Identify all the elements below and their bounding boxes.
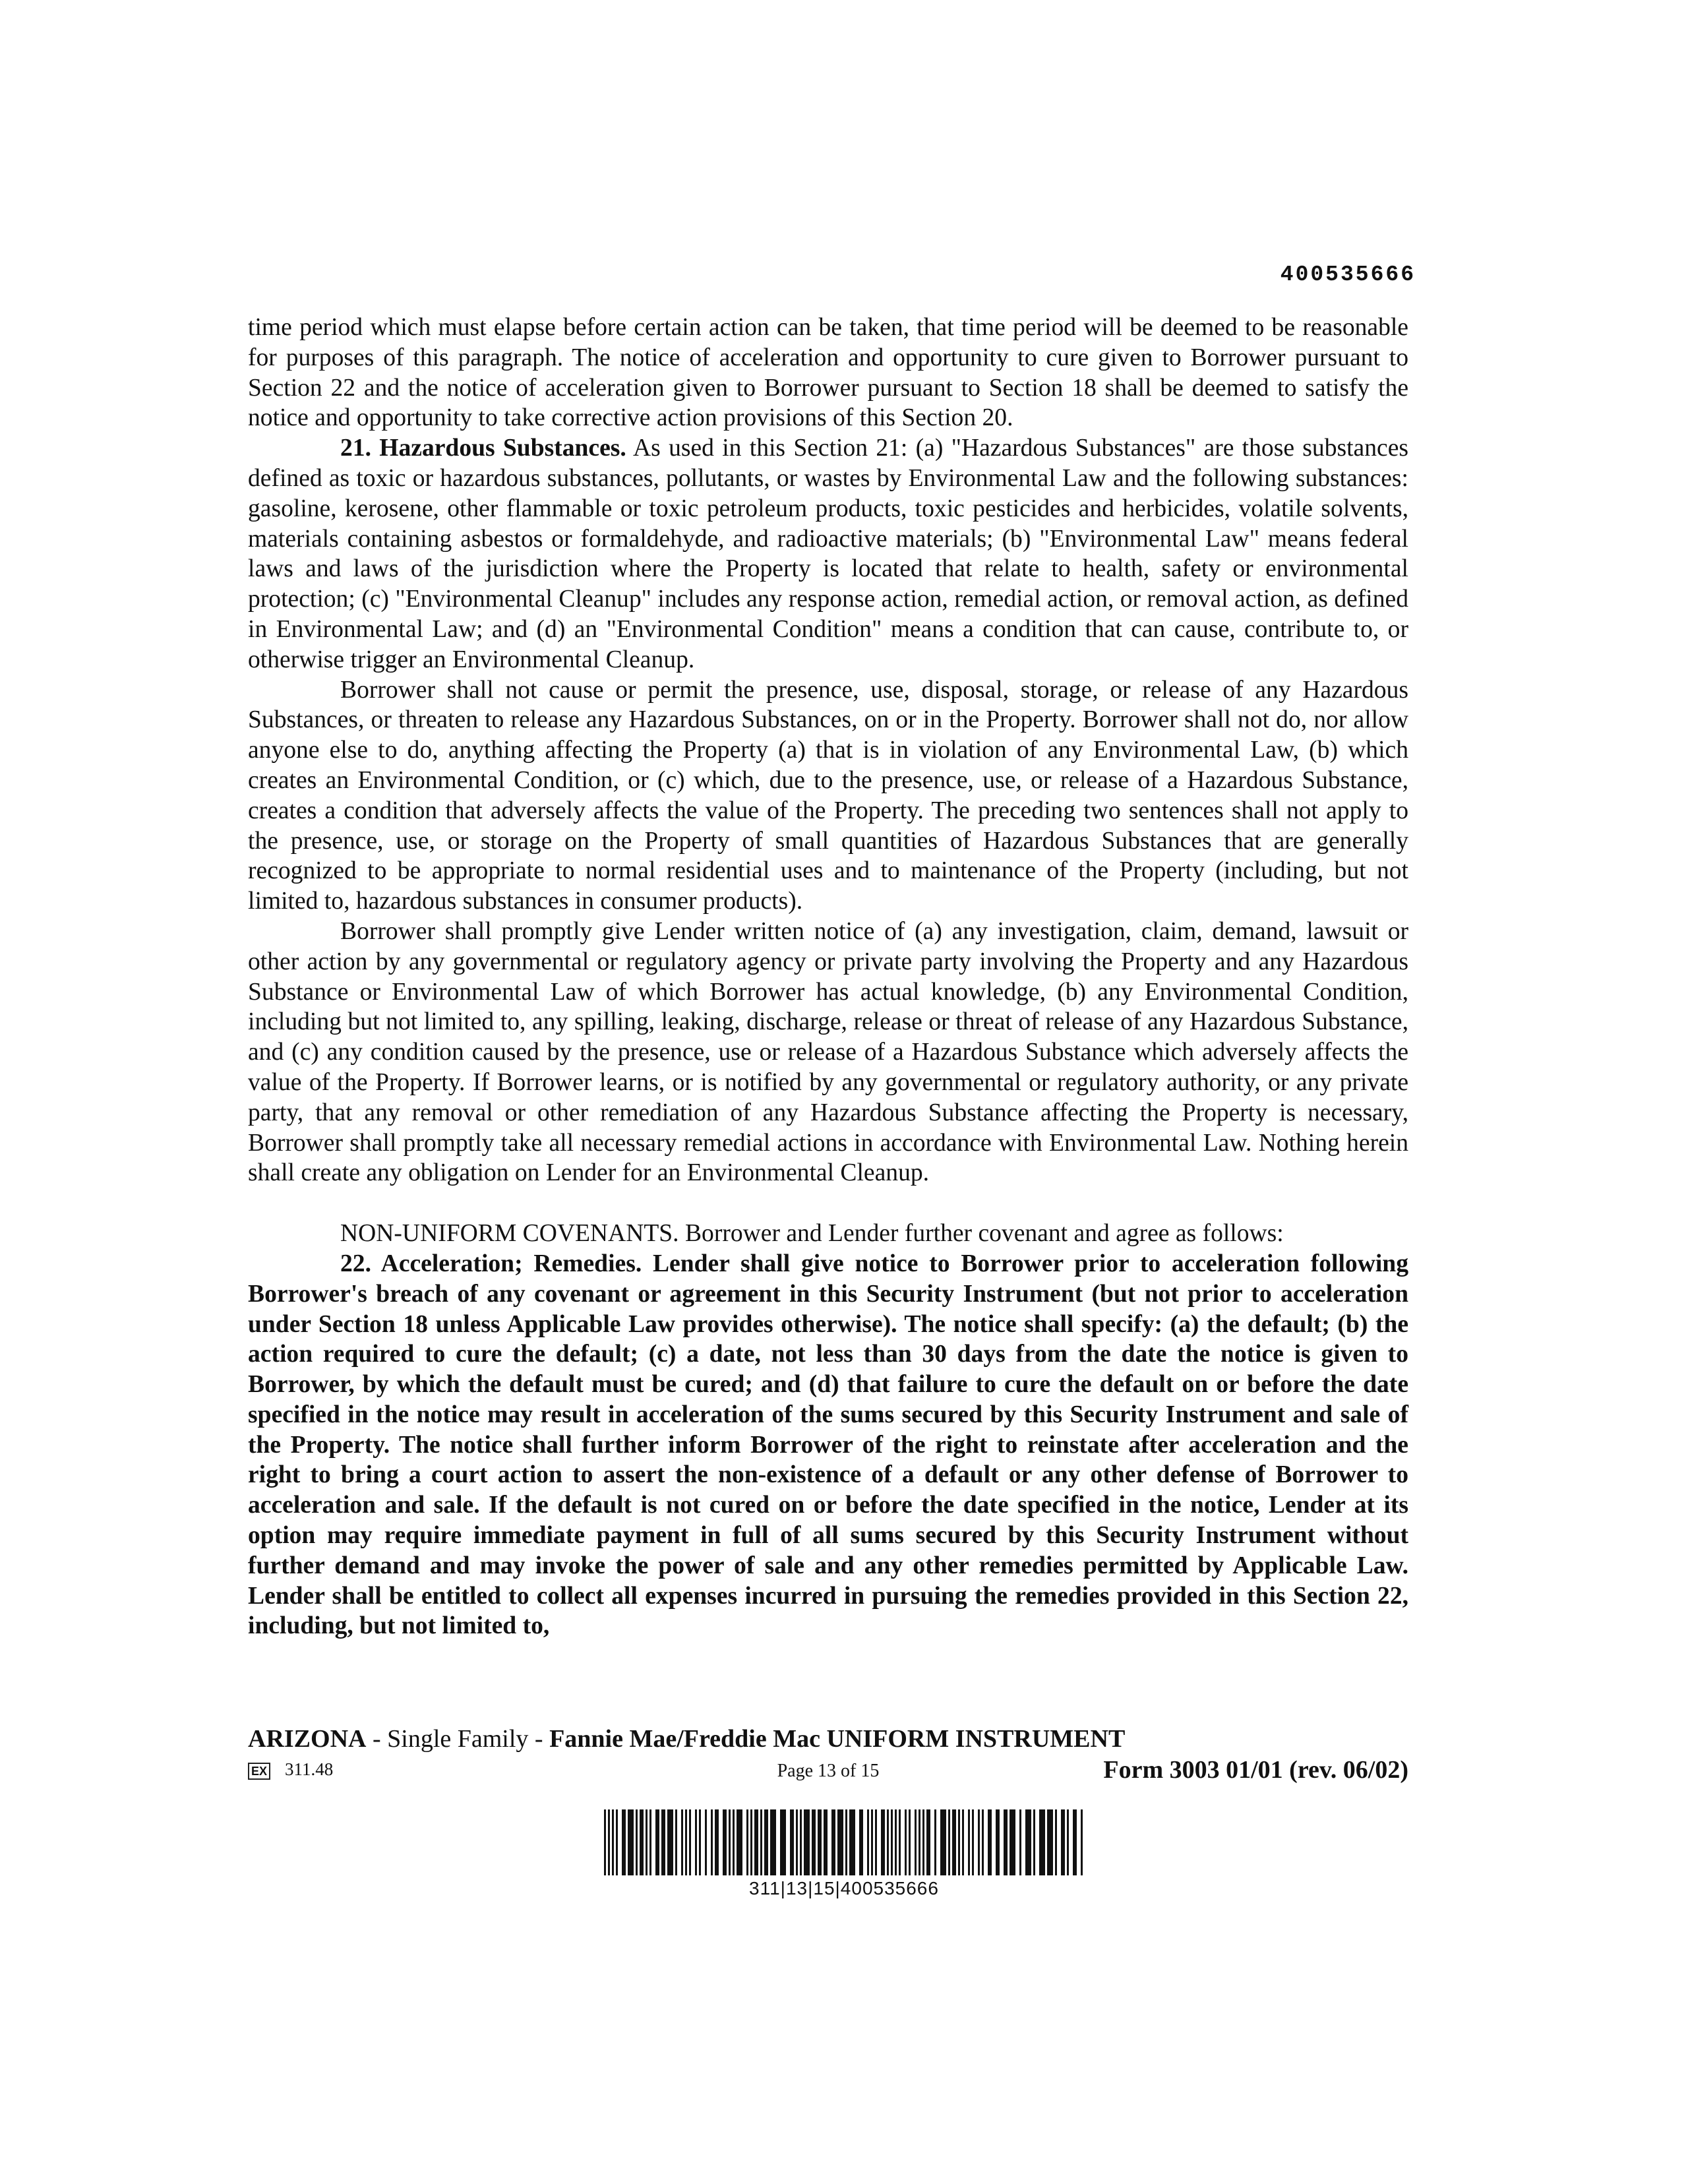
barcode-bar [859, 1809, 863, 1875]
barcode-bar [636, 1809, 638, 1875]
barcode-bar [649, 1809, 651, 1875]
barcode-bar [760, 1809, 762, 1875]
barcode [604, 1809, 1084, 1899]
ex-badge-icon: EX [248, 1763, 270, 1780]
barcode-bar [926, 1809, 930, 1875]
barcode-bar [754, 1809, 758, 1875]
barcode-bar [940, 1809, 946, 1875]
paragraph-borrower-obligations: Borrower shall not cause or permit the presence, use, disposal, storage, or release of any Hazardous Substances, or threaten to release any Hazardous Substances, on or in the Property. Borrower shall not do, nor allow anyone else to do, anything affecting the Property (a) that is in violation of any Environmental Law, (b) which creates an Environmental Condition, or (c) which, due to the presence, use, or release of a Hazardous Substance, creates a condition that adversely affects the value of the Property. The preceding two sentences shall not apply to the presence, use, or storage on the Property of small quantities of Hazardous Substances that are generally recognized to be appropriate to normal residential uses and to maintenance of the Property (including, but not limited to, hazardous substances in consumer products). [248, 676, 1408, 915]
footer-instrument: Fannie Mae/Freddie Mac UNIFORM INSTRUMENT [549, 1725, 1126, 1753]
barcode-bar [899, 1809, 901, 1875]
barcode-bar [695, 1809, 697, 1875]
non-uniform-covenants-heading: NON-UNIFORM COVENANTS. Borrower and Lender further covenant and agree as follows: [340, 1220, 1284, 1248]
barcode-bar [746, 1809, 748, 1875]
paragraph-section-20-continued: time period which must elapse before certain action can be taken, that time period will be deemed to be reasonable for purposes of this paragraph. The notice of acceleration and opportunity to cure given to Borrower pursuant to Section 22 and the notice of acceleration given to Borrower pursuant to Section 18 shall be deemed to satisfy the notice and opportunity to take corrective action provisions of this Section 20. [248, 314, 1408, 432]
barcode-bar [867, 1809, 869, 1875]
barcode-bar [705, 1809, 707, 1875]
barcode-bar [1039, 1809, 1045, 1875]
barcode-bar [978, 1809, 980, 1875]
barcode-bar [887, 1809, 889, 1875]
barcode-bar [958, 1809, 960, 1875]
barcode-bar [988, 1809, 992, 1875]
barcode-bar [849, 1809, 855, 1875]
paragraph-section-21 [248, 433, 1408, 675]
barcode-bar [790, 1809, 794, 1875]
barcode-icon [604, 1809, 1084, 1875]
barcode-bar [711, 1809, 713, 1875]
footer-state: ARIZONA [248, 1725, 367, 1753]
barcode-number: 311|13|15|400535666 [749, 1878, 939, 1898]
barcode-bar [608, 1809, 610, 1875]
barcode-bar [845, 1809, 847, 1875]
barcode-bar [699, 1809, 701, 1875]
barcode-bar [800, 1809, 802, 1875]
footer-family: - Single Family - [366, 1725, 550, 1753]
barcode-bar [1033, 1809, 1035, 1875]
paragraph-borrower-notice: Borrower shall promptly give Lender written notice of (a) any investigation, claim, demand, lawsuit or other action by any governmental or regulatory agency or private party involving the Property and any Hazardous Substance or Environmental Law of which Borrower has actual knowledge, (b) any Environmental Condition, including but not limited to, any spilling, leaking, discharge, release or threat of release of any Hazardous Substance, and (c) any condition caused by the presence, use or release of a Hazardous Substance which adversely affects the value of the Property. If Borrower learns, or is notified by any governmental or regulatory authority, or any private party, that any removal or other remediation of any Hazardous Substance affecting the Property is necessary, Borrower shall promptly take all necessary remedial actions in accordance with Environmental Law. Nothing herein shall create any obligation on Lender for an Environmental Cleanup. [248, 917, 1408, 1187]
barcode-bar [812, 1809, 816, 1875]
barcode-bar [616, 1809, 618, 1875]
barcode-bar [723, 1809, 727, 1875]
barcode-bar [952, 1809, 956, 1875]
barcode-bar [1055, 1809, 1057, 1875]
barcode-bar [1004, 1809, 1008, 1875]
paragraph-section-22: 22. Acceleration; Remedies. Lender shall give notice to Borrower prior to acceleration following Borrower's breach of any covenant or agreement in this Security Instrument (but not prior to acceleration under Section 18 unless Applicable Law provides otherwise). The notice shall specify: (a) the default; (b) the action required to cure the default; (c) a date, not less than 30 days from the date the notice is given to Borrower, by which the default must be cured; and (d) that failure to cure the default on or before the date specified in the notice may result in acceleration of the sums secured by this Security Instrument and sale of the Property. The notice shall further inform Borrower of the right to reinstate after acceleration and the right to bring a court action to assert the non-existence of a default or any other defense of Borrower to acceleration and sale. If the default is not cured on or before the date specified in the notice, Lender at its option may require immediate payment in full of all sums secured by this Security Instrument without further demand and may invoke the power of sale and any other remedies permitted by Applicable Law. Lender shall be entitled to collect all expenses incurred in pursuing the remedies provided in this Section 22, including, but not limited to, [248, 1250, 1408, 1640]
barcode-bar [689, 1809, 691, 1875]
barcode-bar [831, 1809, 835, 1875]
section-21-text: As used in this Section 21: (a) "Hazardous Substances" are those substances defined as toxic or hazardous substances, pollutants, or wastes by Environmental Law and the following substances: gasoline, kerosene, other flammable or toxic petroleum products, toxic pesticides and herbicides, volatile solvents, materials containing asbestos or formaldehyde, and radioactive materials; (b) "Environmental Law" means federal laws and laws of the jurisdiction where the Property is located that relate to health, safety or environmental protection; (c) "Environmental Cleanup" includes any response action, remedial action, or removal action, as defined in Environmental Law; and (d) an "Environmental Condition" means a condition that can cause, contribute to, or otherwise trigger an Environmental Cleanup. [248, 435, 1409, 673]
page-footer [248, 1724, 1408, 1787]
barcode-bar [628, 1809, 634, 1875]
barcode-bar [764, 1809, 768, 1875]
barcode-bar [871, 1809, 873, 1875]
ex-code-value: 311.48 [285, 1759, 334, 1779]
barcode-bar [875, 1809, 877, 1875]
barcode-bar [1010, 1809, 1015, 1875]
barcode-bar [729, 1809, 731, 1875]
barcode-bar [1067, 1809, 1069, 1875]
barcode-bar [655, 1809, 659, 1875]
barcode-bar [996, 1809, 1000, 1875]
barcode-bar [891, 1809, 893, 1875]
barcode-bar [737, 1809, 742, 1875]
barcode-bar [895, 1809, 897, 1875]
barcode-bar [681, 1809, 683, 1875]
barcode-bar [824, 1809, 828, 1875]
barcode-bar [922, 1809, 924, 1875]
loan-number: 400535666 [1280, 262, 1416, 287]
barcode-bar [780, 1809, 786, 1875]
barcode-bar [982, 1809, 984, 1875]
barcode-bar [640, 1809, 644, 1875]
document-body [248, 313, 1408, 1641]
barcode-bar [604, 1809, 606, 1875]
barcode-bar [818, 1809, 822, 1875]
barcode-bar [667, 1809, 673, 1875]
footer-instrument-line [248, 1724, 1408, 1754]
barcode-bar [796, 1809, 798, 1875]
barcode-bar [646, 1809, 648, 1875]
barcode-bar [804, 1809, 810, 1875]
barcode-bar [1061, 1809, 1065, 1875]
barcode-bar [909, 1809, 911, 1875]
barcode-bar [685, 1809, 687, 1875]
barcode-bar [661, 1809, 665, 1875]
section-21-heading: 21. Hazardous Substances. [340, 435, 626, 462]
barcode-bar [915, 1809, 917, 1875]
barcode-bar [733, 1809, 735, 1875]
barcode-bar [905, 1809, 907, 1875]
form-identifier: Form 3003 01/01 (rev. 06/02) [1103, 1756, 1408, 1784]
footer-meta-line [248, 1755, 1408, 1787]
barcode-bar [972, 1809, 974, 1875]
barcode-bar [837, 1809, 843, 1875]
barcode-bar [675, 1809, 677, 1875]
barcode-bar [612, 1809, 614, 1875]
page-number: Page 13 of 15 [777, 1761, 880, 1781]
barcode-bar [1025, 1809, 1031, 1875]
barcode-bar [948, 1809, 950, 1875]
barcode-bar [770, 1809, 776, 1875]
barcode-bar [750, 1809, 752, 1875]
barcode-bar [968, 1809, 970, 1875]
barcode-bar [622, 1809, 626, 1875]
barcode-bar [1019, 1809, 1021, 1875]
barcode-bar [881, 1809, 885, 1875]
barcode-bar [1073, 1809, 1077, 1875]
barcode-bar [919, 1809, 920, 1875]
barcode-bar [715, 1809, 719, 1875]
barcode-bar [1047, 1809, 1053, 1875]
barcode-bar [962, 1809, 964, 1875]
barcode-bar [1081, 1809, 1083, 1875]
barcode-bar [934, 1809, 936, 1875]
